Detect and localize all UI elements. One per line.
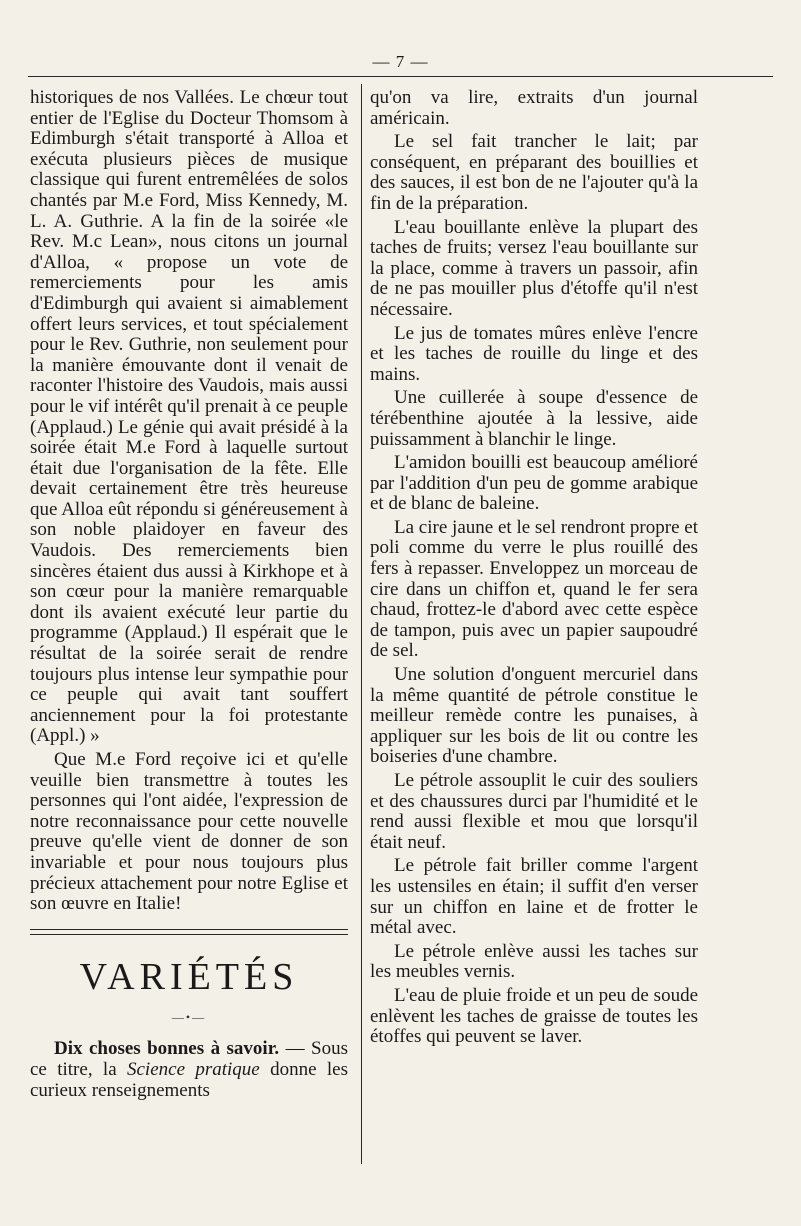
column-divider xyxy=(361,84,362,1164)
left-paragraph-2: Que M.e Ford reçoive ici et qu'elle veuille bien transmettre à toutes les personnes qui l'ont aidée, l'expression de notre reconnaissance pour cette nouvelle preuve qu'elle vient de donner de son invariable et pour nous toujours plus précieux attachement pour notre Eglise et son œuvre en Italie! xyxy=(30,749,348,915)
article-lead xyxy=(30,1039,348,1101)
left-paragraph-1: historiques de nos Vallées. Le chœur tout entier de l'Eglise du Docteur Thomsom à Edimburgh s'était transporté à Alloa et exécuta plusieurs pièces de musique classique qui furent entremêlées de solos chantés par M.e Ford, Miss Kennedy, M. L. A. Guthrie. A la fin de la soirée «le Rev. M.c Lean», nous citons un journal d'Alloa, « propose un vote de remerciements pour les amis d'Edimburgh qui avaient si aimablement offert leurs services, et tout spécialement pour le Rev. Guthrie, non seulement pour la manière émouvante dont il venait de raconter l'histoire des Vaudois, mais aussi pour le vif intérêt qu'il prenait à ce peuple (Applaud.) Le génie qui avait présidé à la soirée était M.e Ford à laquelle surtout était due l'organisation de la fête. Elle devait certainement être très heureuse que Alloa eût répondu si généreusement à son noble plaidoyer en faveur des Vaudois. Des remerciements bien sincères étaient dus aussi à Kirkhope et à son cœur pour la manière remarquable dont ils avaient exécuté leur partie du programme (Applaud.) Il espérait que le résultat de la soirée serait de rendre toujours plus intense leur sympathie pour ce peuple qui avait tant souffert anciennement pour la foi protestante (Appl.) » xyxy=(30,87,348,747)
ornament-divider: —•— xyxy=(171,1009,207,1024)
tip-petrol-tin: Le pétrole fait briller comme l'argent les ustensiles en étain; il suffit d'en verser sur un chiffon en laine et de frotter le métal avec. xyxy=(370,855,698,939)
page-number: — 7 — xyxy=(372,52,429,71)
left-column xyxy=(30,88,348,1104)
section-separator-rule xyxy=(30,929,348,935)
section-title: VARIÉTÉS xyxy=(79,955,299,998)
tip-boiling-water: L'eau bouillante enlève la plupart des taches de fruits; versez l'eau bouillante sur la place, comme à travers un passoir, afin de ne pas mouiller plus d'étoffe qu'il n'est nécessaire. xyxy=(370,216,698,320)
article-source: Science pratique xyxy=(126,1058,260,1080)
tip-tomato-juice: Le jus de tomates mûres enlève l'encre et les taches de rouille du linge et des mains. xyxy=(370,322,698,385)
tip-salt-milk: Le sel fait trancher le lait; par conséquent, en préparant des bouillies et des sauces, il est bon de ne l'ajouter qu'à la fin de la préparation. xyxy=(370,131,698,214)
right-paragraph-continuation: qu'on va lire, extraits d'un journal américain. xyxy=(370,87,698,129)
article-dash: — xyxy=(279,1038,312,1060)
tip-petrol-furniture: Le pétrole enlève aussi les taches sur les meubles vernis. xyxy=(370,940,698,983)
article-title: Dix choses bonnes à savoir. xyxy=(54,1038,280,1060)
article-intro-start: Sous ce titre, la xyxy=(30,1038,348,1080)
tip-mercurial-ointment: Une solution d'onguent mercuriel dans la même quantité de pétrole constitue le meilleur remède contre les punaises, à appliquer sur les bois de lit ou contre les boiseries d'une chambre. xyxy=(370,664,698,768)
right-column xyxy=(370,88,698,1051)
header-rule xyxy=(28,76,773,77)
tip-rainwater-soda: L'eau de pluie froide et un peu de soude enlèvent les taches de graisse de toutes les étoffes qui peuvent se laver. xyxy=(370,984,698,1048)
tip-starch: L'amidon bouilli est beaucoup amélioré par l'addition d'un peu de gomme arabique et de blanc de baleine. xyxy=(370,452,698,515)
tip-turpentine: Une cuillerée à soupe d'essence de térébenthine ajoutée à la lessive, aide puissamment à blanchir le linge. xyxy=(370,387,698,450)
tip-yellow-wax: La cire jaune et le sel rendront propre et poli comme du verre le plus rouillé des fers à repasser. Enveloppez un morceau de cire dans un chiffon et, quand le fer sera chaud, frottez-le d'abord avec cette espèce de tampon, puis avec un papier saupoudré de sel. xyxy=(370,516,698,662)
article-intro-end: donne les curieux renseignements xyxy=(30,1058,348,1101)
tip-petrol-leather: Le pétrole assouplit le cuir des souliers et des chaussures durci par l'humidité et le rend aussi flexible et mou que lorsqu'il était neuf. xyxy=(370,770,698,853)
